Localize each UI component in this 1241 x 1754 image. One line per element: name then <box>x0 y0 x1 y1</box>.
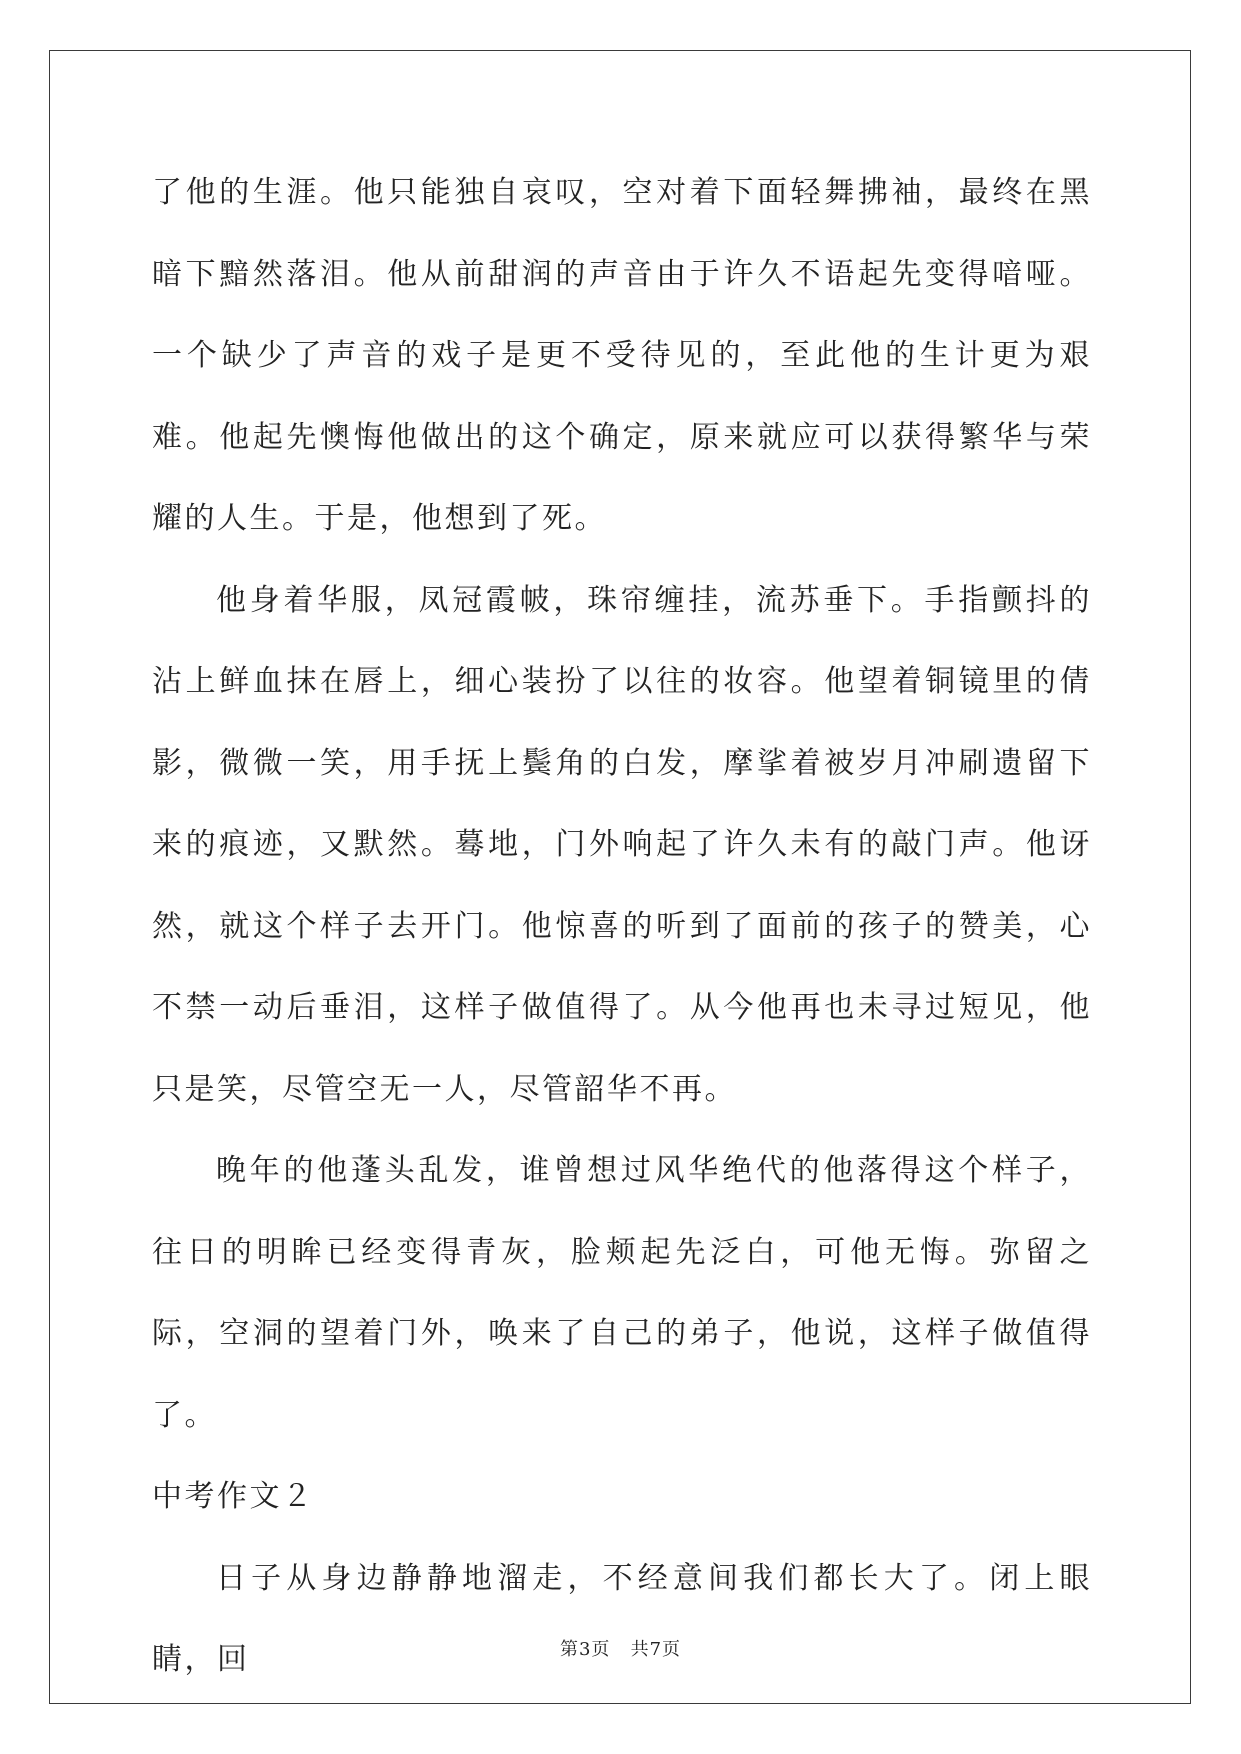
paragraph-3: 晚年的他蓬头乱发，谁曾想过风华绝代的他落得这个样子，往日的明眸已经变得青灰，脸颊起先泛白，可他无悔。弥留之际，空洞的望着门外，唤来了自己的弟子，他说，这样子做值得了。 <box>152 1153 1092 1433</box>
page-number-total: 共7页 <box>630 1639 682 1660</box>
page-number-current: 第3页 <box>559 1639 611 1660</box>
paragraph-4: 日子从身边静静地溜走，不经意间我们都长大了。闭上眼睛，回 <box>152 1560 1092 1677</box>
page-footer <box>0 1635 1241 1661</box>
paragraph-2: 他身着华服，凤冠霞帔，珠帘缠挂，流苏垂下。手指颤抖的沾上鲜血抹在唇上，细心装扮了以往的妆容。他望着铜镜里的倩影，微微一笑，用手抚上鬓角的白发，摩挲着被岁月冲刷遗留下来的痕迹，又默然。蓦地，门外响起了许久未有的敲门声。他讶然，就这个样子去开门。他惊喜的听到了面前的孩子的赞美，心不禁一动后垂泪，这样子做值得了。从今他再也未寻过短见，他只是笑，尽管空无一人，尽管韶华不再。 <box>152 582 1092 1107</box>
document-body <box>152 152 1092 1701</box>
paragraph-1: 了他的生涯。他只能独自哀叹，空对着下面轻舞拂袖，最终在黑暗下黯然落泪。他从前甜润的声音由于许久不语起先变得喑哑。一个缺少了声音的戏子是更不受待见的，至此他的生计更为艰难。他起先懊悔他做出的这个确定，原来就应可以获得繁华与荣耀的人生。于是，他想到了死。 <box>152 175 1092 536</box>
section-heading: 中考作文２ <box>152 1479 315 1514</box>
